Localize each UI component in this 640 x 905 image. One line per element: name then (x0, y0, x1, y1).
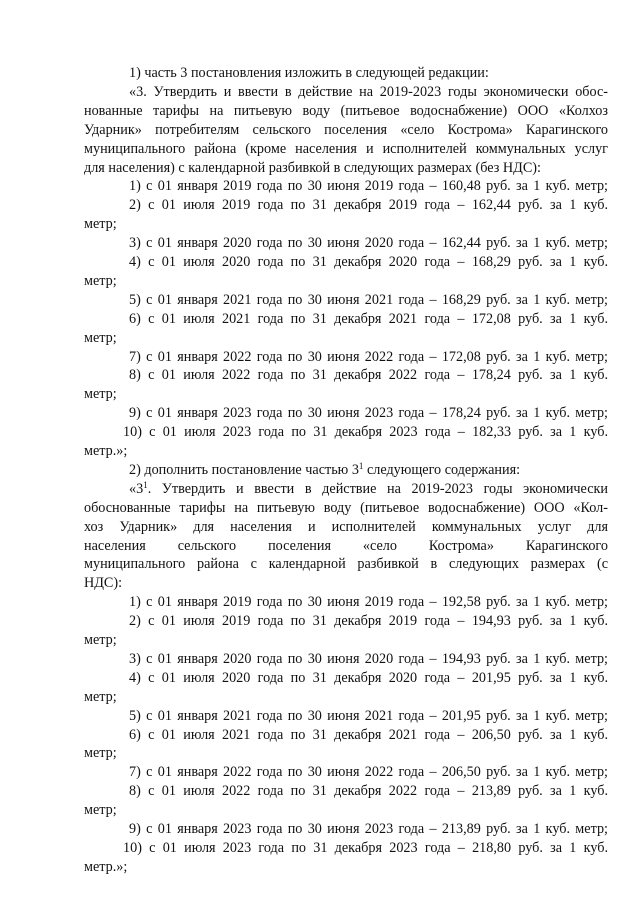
tariff-line-continuation: метр; (84, 745, 117, 762)
tariff-line-continuation: метр; (84, 216, 117, 233)
tariff-line: 5) с 01 января 2021 года по 30 июня 2021 года – 201,95 руб. за 1 куб. метр; (129, 707, 608, 724)
item-2-before: 2) дополнить постановление частью 3 (129, 461, 359, 478)
tariff-line: 8) с 01 июля 2022 года по 31 декабря 2022 года – 178,24 руб. за 1 куб. (129, 367, 608, 384)
tariff-line: 5) с 01 января 2021 года по 30 июня 2021 года – 168,29 руб. за 1 куб. метр; (129, 291, 608, 308)
tariff-line: 9) с 01 января 2023 года по 30 июня 2023 года – 178,24 руб. за 1 куб. метр; (129, 405, 608, 422)
tariff-line-continuation: метр; (84, 272, 117, 289)
paragraph-3-1-line: муниципального района с календарной разбивкой в следующих размерах (с (84, 556, 608, 573)
paragraph-3-1-line: населения сельского поселения «село Кострома» Карагинского (84, 537, 608, 554)
tariff-line: 6) с 01 июля 2021 года по 31 декабря 2021 года – 172,08 руб. за 1 куб. (129, 310, 608, 327)
tariff-line: 9) с 01 января 2023 года по 30 июня 2023 года – 213,89 руб. за 1 куб. метр; (129, 821, 608, 837)
paragraph-3-1-superscript: 1 (143, 479, 148, 490)
paragraph-3-line: Ударник» потребителям сельского поселения «село Кострома» Карагинского (84, 121, 608, 138)
paragraph-3-1-number: «3 (129, 480, 144, 497)
tariff-line: 2) с 01 июля 2019 года по 31 декабря 2019 года – 194,93 руб. за 1 куб. (129, 613, 608, 630)
paragraph-3-line: нованные тарифы на питьевую воду (питьевое водоснабжение) ООО «Колхоз (84, 102, 608, 119)
tariff-line: 6) с 01 июля 2021 года по 31 декабря 2021 года – 206,50 руб. за 1 куб. (129, 726, 608, 743)
item-1-text: 1) часть 3 постановления изложить в следующей редакции: (129, 65, 489, 81)
tariff-line: 2) с 01 июля 2019 года по 31 декабря 2019 года – 162,44 руб. за 1 куб. (129, 197, 608, 214)
tariff-line: 10) с 01 июля 2023 года по 31 декабря 2023 года – 182,33 руб. за 1 куб. (123, 424, 608, 441)
paragraph-3-line: муниципального района (кроме населения и исполнителей коммунальных услуг (84, 140, 608, 157)
item-2-after: следующего содержания: (363, 461, 521, 478)
tariff-line: 4) с 01 июля 2020 года по 31 декабря 2020 года – 201,95 руб. за 1 куб. (129, 669, 608, 686)
tariff-line: 3) с 01 января 2020 года по 30 июня 2020 года – 162,44 руб. за 1 куб. метр; (129, 235, 608, 252)
tariff-line: 1) с 01 января 2019 года по 30 июня 2019 года – 192,58 руб. за 1 куб. метр; (129, 594, 608, 611)
tariff-line: 3) с 01 января 2020 года по 30 июня 2020 года – 194,93 руб. за 1 куб. метр; (129, 650, 608, 667)
paragraph-3-1-line: хоз Ударник» для населения и исполнителей коммунальных услуг для (84, 518, 608, 535)
tariff-line: 1) с 01 января 2019 года по 30 июня 2019 года – 160,48 руб. за 1 куб. метр; (129, 178, 608, 195)
tariff-line-continuation: метр; (84, 329, 117, 346)
tariff-line: 7) с 01 января 2022 года по 30 июня 2022 года – 172,08 руб. за 1 куб. метр; (129, 348, 608, 365)
tariff-line-continuation: метр.»; (84, 858, 128, 875)
item-2-text (129, 461, 608, 479)
item-2-superscript: 1 (358, 460, 364, 471)
tariff-line: 8) с 01 июля 2022 года по 31 декабря 2022 года – 213,89 руб. за 1 куб. (129, 783, 608, 800)
paragraph-3-1-text: . Утвердить и ввести в действие на 2019-2023 годы экономически (147, 480, 608, 497)
paragraph-3-1-line: обоснованные тарифы на питьевую воду (питьевое водоснабжение) ООО «Кол- (84, 499, 608, 516)
tariff-line-continuation: метр; (84, 688, 117, 705)
tariff-line-continuation: метр.»; (84, 443, 128, 459)
tariff-line: 10) с 01 июля 2023 года по 31 декабря 2023 года – 218,80 руб. за 1 куб. (123, 839, 608, 856)
paragraph-3-1-first-line (129, 480, 608, 498)
tariff-line: 4) с 01 июля 2020 года по 31 декабря 2020 года – 168,29 руб. за 1 куб. (129, 254, 608, 270)
paragraph-3-line: для населения) с календарной разбивкой в следующих размерах (без НДС): (84, 159, 541, 176)
tariff-line-continuation: метр; (84, 632, 117, 648)
tariff-line-continuation: метр; (84, 802, 117, 819)
tariff-line: 7) с 01 января 2022 года по 30 июня 2022 года – 206,50 руб. за 1 куб. метр; (129, 764, 608, 781)
paragraph-3-1-line: НДС): (84, 575, 123, 592)
paragraph-3-line: «3. Утвердить и ввести в действие на 2019-2023 годы экономически обос- (129, 83, 608, 100)
tariff-line-continuation: метр; (84, 386, 117, 403)
